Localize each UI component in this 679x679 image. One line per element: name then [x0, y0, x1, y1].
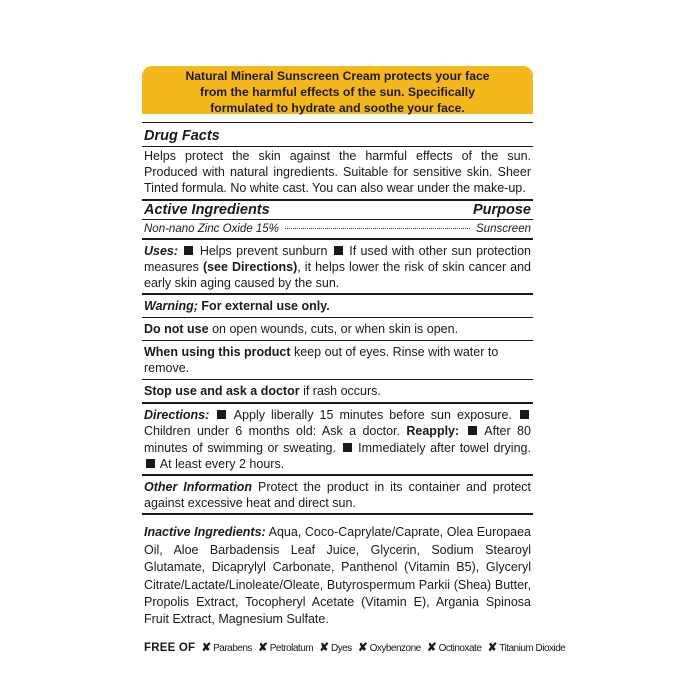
directions-item-3: After 80 minutes of swimming or sweating. [144, 424, 531, 455]
warning-label: Warning; [144, 299, 198, 314]
when-using-body: keep out of eyes. Rinse with water to remove. [144, 345, 499, 376]
directions-section [142, 402, 533, 474]
uses-item-2a: If used with other sun protection measures [144, 243, 531, 274]
free-of-label: FREE OF [144, 641, 196, 654]
warning-text [142, 295, 533, 317]
uses-item-2-bold: (see Directions) [202, 259, 298, 274]
active-ingredient-row [142, 220, 533, 238]
uses-label: Uses: [144, 243, 179, 258]
free-of-item: Titanium Dioxide [499, 642, 566, 654]
dotted-leader [285, 228, 470, 229]
cross-mark-icon: ✘ [357, 641, 368, 654]
free-of-item: Parabens [213, 642, 252, 654]
square-bullet-icon [468, 426, 477, 435]
other-information-body: Protect the product in its container and protect against excessive heat and direct sun. [144, 480, 531, 511]
stop-use-body: if rash occurs. [303, 384, 381, 399]
free-of-item: Oxybenzone [369, 642, 421, 654]
active-ingredients-heading: Active Ingredients [144, 201, 270, 218]
directions-item-2: Children under 6 months old: Ask a doctor. [144, 424, 400, 439]
free-of-item: Petrolatum [269, 642, 314, 654]
do-not-use-section [142, 317, 533, 340]
cross-mark-icon: ✘ [319, 641, 329, 654]
square-bullet-icon [343, 443, 352, 452]
reapply-label: Reapply: [406, 424, 460, 439]
banner-line-1: Natural Mineral Sunscreen Cream protects your face [185, 69, 490, 83]
square-bullet-icon [217, 410, 226, 419]
when-using-section [142, 340, 533, 379]
directions-item-1: Apply liberally 15 minutes before sun exposure. [233, 408, 512, 423]
directions-item-5: At least every 2 hours. [159, 456, 285, 471]
free-of-item: Dyes [330, 642, 352, 654]
inactive-ingredients-section [142, 513, 533, 630]
uses-text [142, 240, 533, 294]
uses-item-2b: , it helps lower the risk of skin cancer and early skin aging caused by the sun. [144, 259, 531, 291]
active-ingredients-header [142, 201, 533, 219]
cross-mark-icon: ✘ [487, 641, 498, 654]
do-not-use-body: on open wounds, cuts, or when skin is open. [212, 322, 459, 337]
banner-line-3: formulated to hydrate and soothe your face. [210, 101, 465, 115]
drug-facts-title: Drug Facts [144, 128, 220, 144]
square-bullet-icon [184, 246, 193, 255]
banner-line-2: from the harmful effects of the sun. Specifically [200, 85, 475, 99]
cross-mark-icon: ✘ [426, 641, 437, 654]
drug-facts-label [142, 66, 566, 656]
stop-use-text [142, 380, 533, 402]
square-bullet-icon [334, 246, 343, 255]
directions-text [142, 404, 533, 474]
active-ingredient-row-section [142, 219, 533, 238]
stop-use-label: Stop use and ask a doctor [144, 384, 300, 399]
drug-facts-section [142, 122, 533, 146]
do-not-use-text [142, 318, 533, 340]
active-ingredient-name: Non-nano Zinc Oxide 15% [144, 222, 279, 235]
description-section [142, 146, 533, 199]
warning-body: For external use only. [201, 299, 330, 314]
drug-facts-description: Helps protect the skin against the harmful effects of the sun. Produced with natural ingredients. Suitable for sensitive skin. Sheer Tinted formula. No white cast. You can also wear under the make-up. [144, 149, 531, 196]
active-ingredient-purpose: Sunscreen [476, 222, 531, 235]
square-bullet-icon [520, 410, 529, 419]
uses-item-1: Helps prevent sunburn [199, 243, 328, 258]
other-information-text [142, 476, 533, 513]
active-ingredients-section [142, 199, 533, 219]
uses-section [142, 238, 533, 294]
other-information-section [142, 474, 533, 513]
inactive-ingredients-text [142, 515, 533, 630]
warning-section [142, 293, 533, 317]
directions-label: Directions: [144, 408, 210, 423]
when-using-label: When using this product [144, 345, 291, 360]
directions-item-4: Immediately after towel drying. [358, 440, 531, 455]
do-not-use-label: Do not use [144, 322, 209, 337]
stop-use-section [142, 379, 533, 402]
cross-mark-icon: ✘ [258, 641, 268, 654]
cross-mark-icon: ✘ [201, 641, 212, 654]
purpose-heading: Purpose [472, 201, 531, 218]
inactive-ingredients-label: Inactive Ingredients: [144, 525, 266, 540]
square-bullet-icon [146, 459, 155, 468]
free-of-line [142, 641, 566, 656]
free-of-item: Octinoxate [438, 642, 482, 654]
other-information-label: Other Information [144, 480, 253, 495]
when-using-text [142, 341, 533, 379]
product-banner [142, 66, 533, 114]
inactive-ingredients-body: Aqua, Coco-Caprylate/Caprate, Olea Europaea Oil, Aloe Barbadensis Leaf Juice, Glycerin, Sodium Stearoyl Glutamate, Dicaprylyl Carbonate, Panthenol (Vitamin B5), Glyceryl Citrate/Lactate/Linoleate/Oleate, Butyrospermum Parkii (Shea) Butter, Propolis Extract, Tocopheryl Acetate (Vitamin E), Argania Spinosa Fruit Extract, Magnesium Sulfate. [144, 525, 531, 627]
